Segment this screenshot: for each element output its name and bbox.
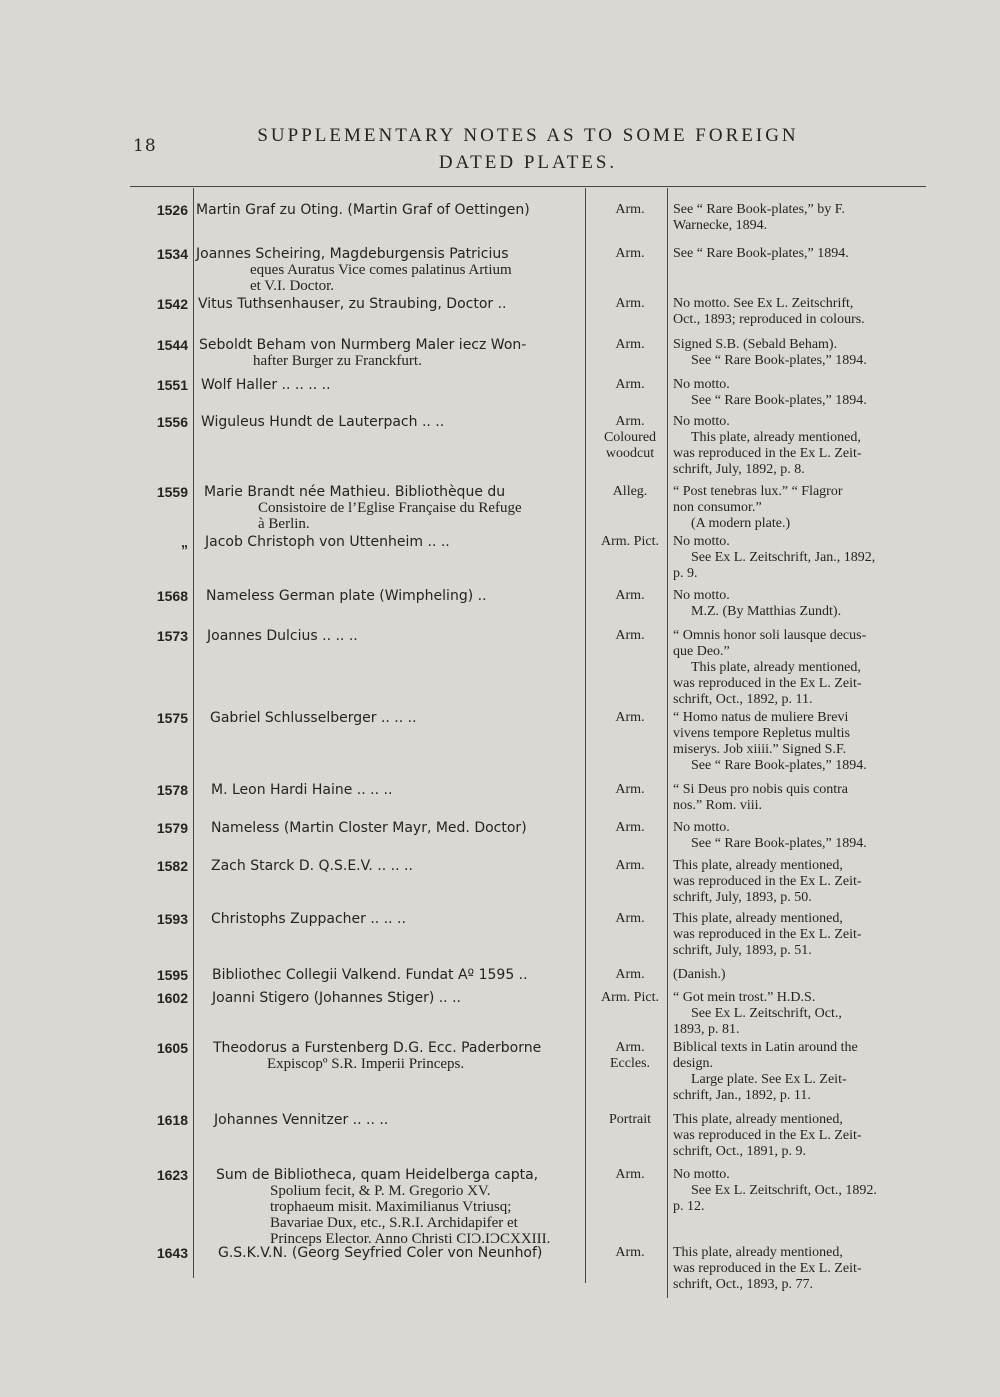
row-notes (673, 377, 931, 409)
page-number: 18 (133, 136, 157, 156)
row-name (201, 377, 579, 393)
row-name-line: M. Leon Hardi Haine .. .. .. (211, 782, 393, 798)
row-type-line: Portrait (609, 1112, 651, 1127)
header-rule (130, 186, 926, 187)
row-name-line: Bibliothec Collegii Valkend. Fundat Aº 1595 .. (212, 967, 528, 983)
row-notes-line: See “ Rare Book-plates,” 1894. (691, 353, 867, 368)
row-name (214, 1112, 592, 1128)
row-type-line: Arm. (615, 337, 645, 352)
row-type-line: Alleg. (612, 484, 648, 499)
row-name-line: Marie Brandt née Mathieu. Bibliothèque du (204, 484, 506, 500)
row-notes (673, 967, 931, 983)
row-notes-line: was reproduced in the Ex L. Zeit- (673, 1261, 862, 1276)
row-notes-line: This plate, already mentioned, (673, 858, 843, 873)
row-type-line: Coloured (603, 430, 657, 445)
row-year: 1623 (156, 1167, 188, 1183)
row-year: „ (181, 534, 188, 550)
row-notes-line: was reproduced in the Ex L. Zeit- (673, 1128, 862, 1143)
row-year: 1526 (156, 202, 188, 218)
row-year: 1568 (156, 588, 188, 604)
row-notes-line: “ Post tenebras lux.” “ Flagror (673, 484, 843, 499)
row-type (590, 1245, 670, 1261)
row-type (590, 414, 670, 462)
row-notes-line: This plate, already mentioned, (691, 660, 861, 675)
row-year: 1573 (156, 628, 188, 644)
row-notes-line: Oct., 1893; reproduced in colours. (673, 312, 865, 327)
row-notes-line: Biblical texts in Latin around the (673, 1040, 858, 1055)
row-year: 1618 (156, 1112, 188, 1128)
row-type (590, 628, 670, 644)
row-type-line: Arm. (615, 858, 645, 873)
row-notes-line: See Ex L. Zeitschrift, Oct., 1892. (691, 1183, 877, 1198)
row-name-line: eques Auratus Vice comes palatinus Artium (250, 262, 512, 278)
row-type-line: Arm. (615, 1040, 645, 1055)
row-notes-line: See “ Rare Book-plates,” 1894. (691, 393, 867, 408)
row-name (196, 246, 574, 294)
row-notes-line: 1893, p. 81. (673, 1022, 740, 1037)
row-type (590, 1112, 670, 1128)
row-notes (673, 710, 931, 774)
row-type-line: Arm. (615, 820, 645, 835)
row-notes-line: (Danish.) (673, 967, 726, 982)
row-notes-line: No motto. (673, 414, 730, 429)
row-notes-line: This plate, already mentioned, (673, 911, 843, 926)
row-notes-line: was reproduced in the Ex L. Zeit- (673, 927, 862, 942)
row-type-line: woodcut (605, 446, 655, 461)
row-name (211, 782, 589, 798)
row-notes (673, 1167, 931, 1215)
row-name (206, 588, 584, 604)
row-name-line: Expiscopº S.R. Imperii Princeps. (267, 1056, 465, 1072)
title-line-2: DATED PLATES. (438, 152, 618, 173)
row-type-line: Arm. (615, 414, 645, 429)
row-type-line: Arm. (615, 628, 645, 643)
row-type (590, 202, 670, 218)
row-name (201, 414, 579, 430)
row-year: 1559 (156, 484, 188, 500)
row-notes (673, 414, 931, 478)
row-notes (673, 296, 931, 328)
row-type-line: Arm. (615, 588, 645, 603)
row-notes (673, 820, 931, 852)
row-notes (673, 1245, 931, 1293)
row-type (590, 967, 670, 983)
row-notes-line: No motto. (673, 1167, 730, 1182)
row-notes-line: (A modern plate.) (691, 516, 791, 531)
row-type-line: Arm. (615, 911, 645, 926)
row-type-line: Eccles. (609, 1056, 651, 1071)
row-notes-line: Signed S.B. (Sebald Beham). (673, 337, 838, 352)
row-type-line: Arm. Pict. (601, 990, 659, 1005)
row-notes-line: miserys. Job xiiii.” Signed S.F. (673, 742, 847, 757)
row-notes (673, 858, 931, 906)
row-type-line: Arm. (615, 202, 645, 217)
row-year: 1534 (156, 246, 188, 262)
row-notes-line: schrift, Jan., 1892, p. 11. (673, 1088, 811, 1103)
row-notes-line: nos.” Rom. viii. (673, 798, 763, 813)
row-notes-line: “ Homo natus de muliere Brevi (673, 710, 849, 725)
row-year: 1544 (156, 337, 188, 353)
row-notes (673, 628, 931, 708)
row-type (590, 246, 670, 262)
row-name-line: Joannes Scheiring, Magdeburgensis Patricius (196, 246, 509, 262)
row-notes-line: No motto. (673, 820, 730, 835)
row-notes-line: “ Got mein trost.” H.D.S. (673, 990, 816, 1005)
row-notes-line: p. 12. (673, 1199, 705, 1214)
row-type-line: Arm. (615, 967, 645, 982)
row-notes-line: See “ Rare Book-plates,” 1894. (673, 246, 849, 261)
row-name-line: Zach Starck D. Q.S.E.V. .. .. .. (211, 858, 413, 874)
row-name (198, 296, 576, 312)
row-name-line: Consistoire de l’Eglise Française du Refuge (258, 500, 522, 516)
row-year: 1643 (156, 1245, 188, 1261)
row-notes-line: was reproduced in the Ex L. Zeit- (673, 446, 862, 461)
row-notes-line: que Deo.” (673, 644, 730, 659)
row-name (196, 202, 574, 218)
row-notes-line: “ Omnis honor soli lausque decus- (673, 628, 867, 643)
row-year: 1605 (156, 1040, 188, 1056)
row-notes (673, 246, 931, 262)
row-name (218, 1245, 596, 1261)
row-notes-line: Large plate. See Ex L. Zeit- (691, 1072, 847, 1087)
row-notes-line: This plate, already mentioned, (673, 1245, 843, 1260)
row-year: 1593 (156, 911, 188, 927)
row-notes (673, 202, 931, 234)
row-type-line: Arm. (615, 1167, 645, 1182)
column-divider-type (667, 188, 668, 1298)
row-notes (673, 990, 931, 1038)
row-name (211, 820, 589, 836)
row-name-line: Christophs Zuppacher .. .. .. (211, 911, 406, 927)
row-type (590, 710, 670, 726)
row-notes-line: This plate, already mentioned, (691, 430, 861, 445)
row-notes-line: See Ex L. Zeitschrift, Oct., (691, 1006, 842, 1021)
row-name-line: Jacob Christoph von Uttenheim .. .. (205, 534, 450, 550)
row-notes (673, 1112, 931, 1160)
row-type (590, 1040, 670, 1072)
row-notes (673, 337, 931, 369)
row-name-line: et V.I. Doctor. (250, 278, 335, 294)
row-name (210, 710, 588, 726)
row-type (590, 377, 670, 393)
row-type (590, 484, 670, 500)
row-type-line: Arm. (615, 1245, 645, 1260)
row-name-line: Wiguleus Hundt de Lauterpach .. .. (201, 414, 445, 430)
row-name (211, 911, 589, 927)
row-type (590, 1167, 670, 1183)
row-notes-line: schrift, July, 1892, p. 8. (673, 462, 805, 477)
row-type-line: Arm. (615, 782, 645, 797)
row-name-line: hafter Burger zu Franckfurt. (253, 353, 422, 369)
row-name (213, 1040, 591, 1072)
row-notes (673, 588, 931, 620)
row-notes-line: This plate, already mentioned, (673, 1112, 843, 1127)
row-notes-line: See “ Rare Book-plates,” 1894. (691, 836, 867, 851)
row-notes (673, 1040, 931, 1104)
row-notes-line: was reproduced in the Ex L. Zeit- (673, 874, 862, 889)
row-notes-line: schrift, Oct., 1891, p. 9. (673, 1144, 806, 1159)
row-type (590, 858, 670, 874)
row-name-line: Vitus Tuthsenhauser, zu Straubing, Doctor .. (198, 296, 507, 312)
row-name (216, 1167, 594, 1247)
row-notes-line: No motto. (673, 534, 730, 549)
row-name-line: Sum de Bibliotheca, quam Heidelberga capta, (216, 1167, 539, 1183)
row-notes (673, 782, 931, 814)
row-name (205, 534, 583, 550)
row-type (590, 820, 670, 836)
row-notes-line: design. (673, 1056, 714, 1071)
row-type (590, 588, 670, 604)
row-year: 1578 (156, 782, 188, 798)
row-notes-line: See “ Rare Book-plates,” 1894. (691, 758, 867, 773)
row-notes-line: See “ Rare Book-plates,” by F. (673, 202, 845, 217)
column-divider-year (193, 188, 194, 1278)
row-type-line: Arm. (615, 246, 645, 261)
row-notes-line: schrift, Oct., 1893, p. 77. (673, 1277, 813, 1292)
row-notes-line: p. 9. (673, 566, 698, 581)
row-type (590, 990, 670, 1006)
page-title (228, 122, 828, 176)
row-notes-line: schrift, July, 1893, p. 50. (673, 890, 812, 905)
row-notes-line: Warnecke, 1894. (673, 218, 768, 233)
row-type (590, 911, 670, 927)
row-name-line: Joanni Stigero (Johannes Stiger) .. .. (212, 990, 461, 1006)
row-name-line: Seboldt Beham von Nurmberg Maler iecz Won- (199, 337, 527, 353)
row-type-line: Arm. Pict. (601, 534, 659, 549)
row-name-line: G.S.K.V.N. (Georg Seyfried Coler von Neunhof) (218, 1245, 543, 1261)
row-name-line: Gabriel Schlusselberger .. .. .. (210, 710, 417, 726)
row-year: 1595 (156, 967, 188, 983)
row-year: 1579 (156, 820, 188, 836)
row-notes-line: See Ex L. Zeitschrift, Jan., 1892, (691, 550, 876, 565)
row-notes-line: “ Si Deus pro nobis quis contra (673, 782, 848, 797)
row-year: 1575 (156, 710, 188, 726)
title-line-1: SUPPLEMENTARY NOTES AS TO SOME FOREIGN (257, 125, 799, 146)
row-year: 1582 (156, 858, 188, 874)
row-notes-line: M.Z. (By Matthias Zundt). (691, 604, 842, 619)
row-notes (673, 484, 931, 532)
row-type-line: Arm. (615, 377, 645, 392)
row-name (211, 858, 589, 874)
row-year: 1551 (156, 377, 188, 393)
row-notes-line: was reproduced in the Ex L. Zeit- (673, 676, 862, 691)
row-notes-line: No motto. See Ex L. Zeitschrift, (673, 296, 854, 311)
row-notes (673, 534, 931, 582)
row-name (199, 337, 577, 369)
row-name (207, 628, 585, 644)
row-name (204, 484, 582, 532)
row-type (590, 782, 670, 798)
row-name-line: Princeps Elector. Anno Christi CIƆ.IƆCXXIII. (270, 1231, 551, 1247)
row-notes-line: No motto. (673, 588, 730, 603)
row-name-line: Nameless (Martin Closter Mayr, Med. Doctor) (211, 820, 527, 836)
row-notes-line: schrift, Oct., 1892, p. 11. (673, 692, 813, 707)
row-type-line: Arm. (615, 710, 645, 725)
row-type-line: Arm. (615, 296, 645, 311)
row-type (590, 534, 670, 550)
row-name-line: Martin Graf zu Oting. (Martin Graf of Oettingen) (196, 202, 530, 218)
row-type (590, 337, 670, 353)
row-year: 1542 (156, 296, 188, 312)
row-name-line: Joannes Dulcius .. .. .. (207, 628, 358, 644)
row-name (212, 990, 590, 1006)
row-year: 1602 (156, 990, 188, 1006)
row-notes-line: No motto. (673, 377, 730, 392)
row-year: 1556 (156, 414, 188, 430)
row-name (212, 967, 590, 983)
row-type (590, 296, 670, 312)
row-notes-line: vivens tempore Repletus multis (673, 726, 850, 741)
row-name-line: Wolf Haller .. .. .. .. (201, 377, 331, 393)
row-notes-line: non consumor.” (673, 500, 762, 515)
row-name-line: trophaeum misit. Maximilianus Vtriusq; (270, 1199, 512, 1215)
row-notes-line: schrift, July, 1893, p. 51. (673, 943, 812, 958)
row-name-line: Spolium fecit, & P. M. Gregorio XV. (270, 1183, 491, 1199)
row-notes (673, 911, 931, 959)
row-name-line: Theodorus a Furstenberg D.G. Ecc. Paderborne (213, 1040, 542, 1056)
row-name-line: Bavariae Dux, etc., S.R.I. Archidapifer et (270, 1215, 518, 1231)
row-name-line: Nameless German plate (Wimpheling) .. (206, 588, 487, 604)
row-name-line: Johannes Vennitzer .. .. .. (214, 1112, 389, 1128)
row-name-line: à Berlin. (258, 516, 310, 532)
